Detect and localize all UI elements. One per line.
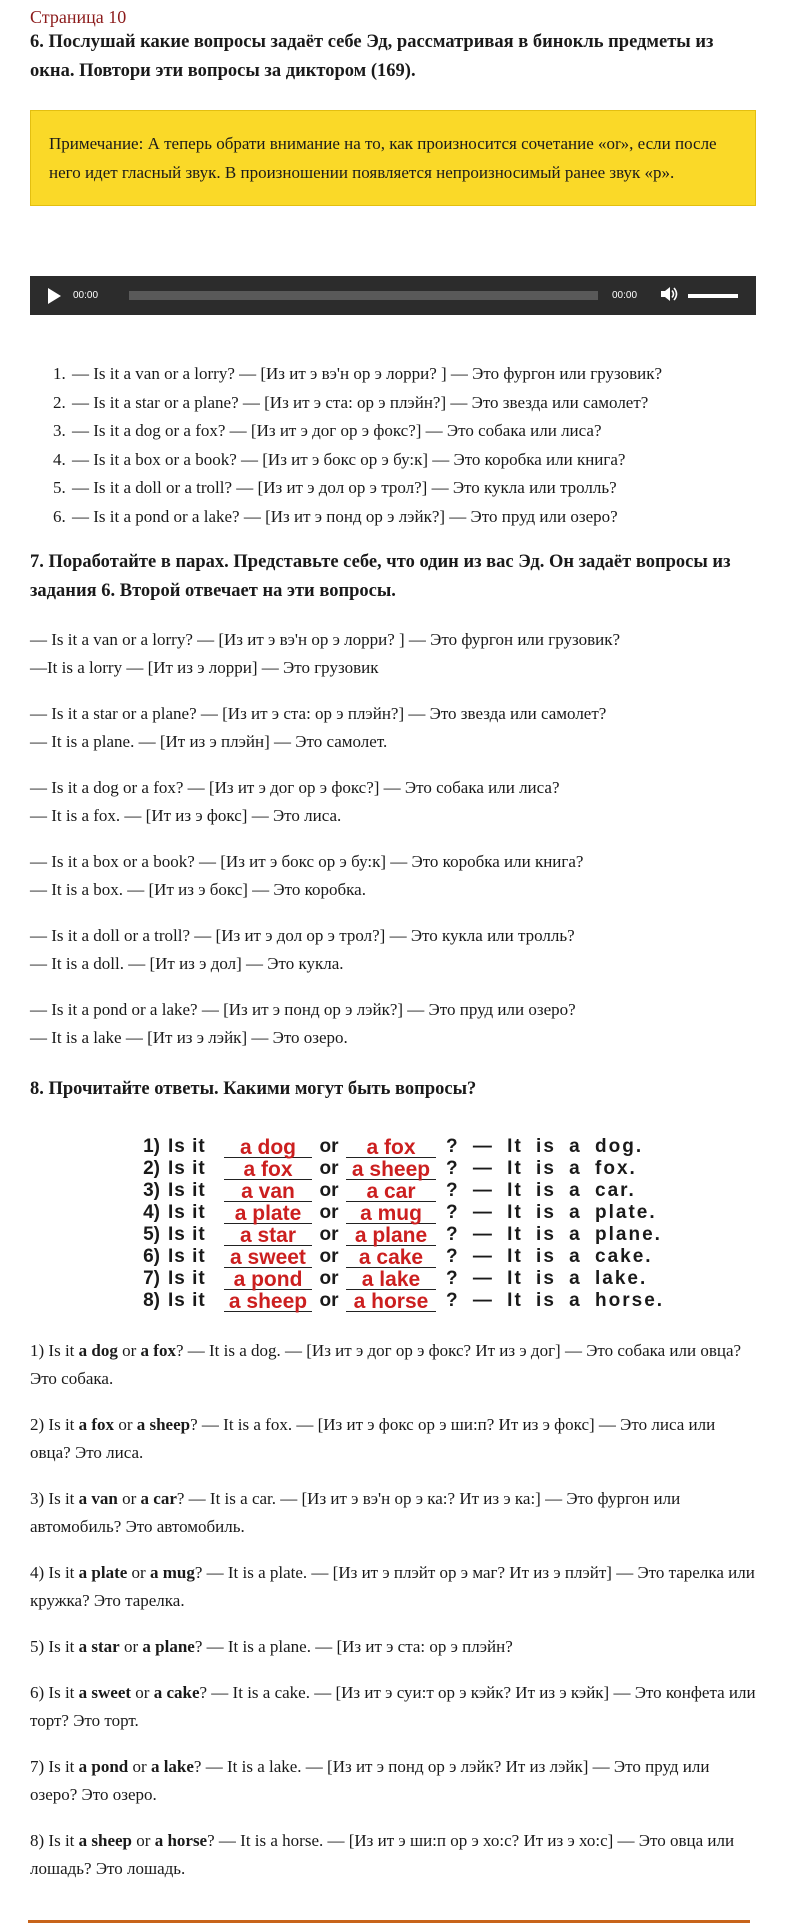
exercise-number: 1): [143, 1136, 160, 1157]
exercise-is-it: Is it: [168, 1268, 206, 1289]
exercise-answer-b: a fox: [346, 1138, 436, 1158]
dialogue-block: [30, 996, 756, 1052]
volume-icon[interactable]: [652, 286, 688, 305]
exercise-row: [130, 1202, 756, 1224]
task7-dialogues: [30, 626, 756, 1052]
exercise-row: [130, 1246, 756, 1268]
answer-or: or: [127, 1563, 150, 1582]
exercise-answer-b: a lake: [346, 1270, 436, 1290]
exercise-answer-a: a pond: [224, 1270, 312, 1290]
exercise-or: or: [319, 1158, 339, 1179]
exercise-or: or: [319, 1290, 339, 1311]
dialogue-question: — Is it a dog or a fox? — [Из ит э дог ор э фокс?] — Это собака или лиса?: [30, 778, 560, 797]
task6-list: [30, 360, 756, 531]
exercise-answer-b: a sheep: [346, 1160, 436, 1180]
exercise-number: 2): [143, 1158, 160, 1179]
exercise-or: or: [319, 1136, 339, 1157]
answer-paragraph: [30, 1559, 756, 1615]
dialogue-block: [30, 774, 756, 830]
exercise-or: or: [319, 1268, 339, 1289]
exercise-answer-a: a plate: [224, 1204, 312, 1224]
exercise-response: ? — It is a dog.: [446, 1136, 644, 1157]
exercise-number: 8): [143, 1290, 160, 1311]
answer-or: or: [117, 1341, 141, 1360]
exercise-row: [130, 1224, 756, 1246]
answer-a: a van: [78, 1489, 118, 1508]
answer-paragraph: [30, 1753, 756, 1809]
answer-a: a plate: [78, 1563, 128, 1582]
answer-b: a car: [140, 1489, 177, 1508]
list-item: 3. — Is it a dog or a fox? — [Из ит э дог ор э фокс?] — Это собака или лиса?: [70, 417, 756, 446]
progress-track[interactable]: [129, 291, 598, 300]
volume-slider[interactable]: [688, 294, 738, 298]
exercise-answer-b: a horse: [346, 1292, 436, 1312]
answer-num: 2) Is it: [30, 1415, 79, 1434]
answer-num: 3) Is it: [30, 1489, 79, 1508]
answer-paragraph: [30, 1485, 756, 1541]
answer-paragraph: [30, 1679, 756, 1735]
page-label: Страница 10: [30, 7, 127, 27]
answer-num: 4) Is it: [30, 1563, 79, 1582]
answer-a: a pond: [78, 1757, 129, 1776]
exercise-number: 4): [143, 1202, 160, 1223]
exercise-row: [130, 1180, 756, 1202]
exercise-is-it: Is it: [168, 1136, 206, 1157]
exercise-answer-b: a car: [346, 1182, 436, 1202]
bottom-divider: [28, 1920, 750, 1923]
answer-rest: ? — It is a fox. — [Из ит э фокс ор э ши:п? Ит из э фокс] — Это лиса или овца? Это лиса.: [30, 1415, 716, 1462]
duration-time: 00:00: [612, 290, 638, 301]
list-item: 4. — Is it a box or a book? — [Из ит э бокс ор э бу:к] — Это коробка или книга?: [70, 446, 756, 475]
exercise-row: [130, 1290, 756, 1312]
exercise-row: [130, 1136, 756, 1158]
exercise-number: 3): [143, 1180, 160, 1201]
exercise-response: ? — It is a cake.: [446, 1246, 653, 1267]
exercise-is-it: Is it: [168, 1180, 206, 1201]
dialogue-answer: — It is a doll. — [Ит из э дол] — Это кукла.: [30, 954, 344, 973]
exercise-response: ? — It is a horse.: [446, 1290, 665, 1311]
exercise-response: ? — It is a fox.: [446, 1158, 637, 1179]
answer-num: 5) Is it: [30, 1637, 79, 1656]
exercise-response: ? — It is a lake.: [446, 1268, 648, 1289]
answer-or: or: [128, 1757, 151, 1776]
dialogue-answer: —It is a lorry — [Ит из э лорри] — Это грузовик: [30, 658, 379, 677]
answer-rest: ? — It is a car. — [Из ит э вэ'н ор э ка:? Ит из э ка:] — Это фургон или автомобиль? Это автомобиль.: [30, 1489, 681, 1536]
dialogue-answer: — It is a box. — [Ит из э бокс] — Это коробка.: [30, 880, 366, 899]
exercise-or: or: [319, 1202, 339, 1223]
exercise-answer-a: a fox: [224, 1160, 312, 1180]
answer-b: a horse: [154, 1831, 208, 1850]
answer-or: or: [117, 1489, 141, 1508]
exercise-number: 7): [143, 1268, 160, 1289]
list-item: 6. — Is it a pond or a lake? — [Из ит э понд ор э лэйк?] — Это пруд или озеро?: [70, 503, 756, 532]
answer-a: a dog: [78, 1341, 118, 1360]
exercise-row: [130, 1268, 756, 1290]
exercise-answer-a: a star: [224, 1226, 312, 1246]
dialogue-question: — Is it a star or a plane? — [Из ит э ста: ор э плэйн?] — Это звезда или самолет?: [30, 704, 607, 723]
answer-a: a sweet: [78, 1683, 132, 1702]
play-icon[interactable]: [48, 288, 61, 304]
list-item: 5. — Is it a doll or a troll? — [Из ит э дол ор э трол?] — Это кукла или тролль?: [70, 474, 756, 503]
dialogue-answer: — It is a lake — [Ит из э лэйк] — Это озеро.: [30, 1028, 348, 1047]
exercise-image: [130, 1136, 756, 1312]
exercise-or: or: [319, 1224, 339, 1245]
exercise-answer-b: a mug: [346, 1204, 436, 1224]
exercise-number: 6): [143, 1246, 160, 1267]
exercise-response: ? — It is a car.: [446, 1180, 636, 1201]
exercise-answer-a: a van: [224, 1182, 312, 1202]
exercise-number: 5): [143, 1224, 160, 1245]
audio-player: [30, 276, 756, 315]
answer-rest: ? — It is a dog. — [Из ит э дог ор э фокс? Ит из э дог] — Это собака или овца? Это собака.: [30, 1341, 742, 1388]
answer-a: a sheep: [78, 1831, 133, 1850]
task8-heading: 8. Прочитайте ответы. Какими могут быть вопросы?: [30, 1079, 477, 1099]
answer-or: or: [131, 1683, 154, 1702]
exercise-is-it: Is it: [168, 1246, 206, 1267]
dialogue-block: [30, 700, 756, 756]
answer-rest: ? — It is a cake. — [Из ит э суи:т ор э кэйк? Ит из э кэйк] — Это конфета или торт? Это торт.: [30, 1683, 756, 1730]
answer-or: or: [119, 1637, 143, 1656]
dialogue-block: [30, 626, 756, 682]
answer-a: a star: [78, 1637, 120, 1656]
answer-rest: ? — It is a horse. — [Из ит э ши:п ор э хо:с? Ит из э хо:с] — Это овца или лошадь? Это лошадь.: [30, 1831, 735, 1878]
answer-num: 6) Is it: [30, 1683, 79, 1702]
exercise-is-it: Is it: [168, 1290, 206, 1311]
exercise-is-it: Is it: [168, 1158, 206, 1179]
dialogue-answer: — It is a fox. — [Ит из э фокс] — Это лиса.: [30, 806, 342, 825]
dialogue-answer: — It is a plane. — [Ит из э плэйн] — Это самолет.: [30, 732, 388, 751]
answer-b: a plane: [142, 1637, 195, 1656]
exercise-is-it: Is it: [168, 1202, 206, 1223]
exercise-or: or: [319, 1180, 339, 1201]
answer-a: a fox: [78, 1415, 115, 1434]
exercise-response: ? — It is a plate.: [446, 1202, 657, 1223]
list-item: 2. — Is it a star or a plane? — [Из ит э ста: ор э плэйн?] — Это звезда или самолет?: [70, 389, 756, 418]
answer-b: a mug: [149, 1563, 195, 1582]
dialogue-question: — Is it a pond or a lake? — [Из ит э понд ор э лэйк?] — Это пруд или озеро?: [30, 1000, 576, 1019]
exercise-answer-b: a plane: [346, 1226, 436, 1246]
dialogue-block: [30, 922, 756, 978]
answer-rest: ? — It is a plane. — [Из ит э ста: ор э плэйн?: [194, 1637, 513, 1656]
exercise-or: or: [319, 1246, 339, 1267]
note-box: Примечание: А теперь обрати внимание на то, как произносится сочетание «or», если после него идет гласный звук. В произношении появляется непроизносимый ранее звук «р».: [30, 110, 756, 206]
dialogue-block: [30, 848, 756, 904]
list-item: 1. — Is it a van or a lorry? — [Из ит э вэ'н ор э лорри? ] — Это фургон или грузовик?: [70, 360, 756, 389]
answer-b: a cake: [153, 1683, 200, 1702]
answer-num: 1) Is it: [30, 1341, 79, 1360]
answer-num: 7) Is it: [30, 1757, 79, 1776]
answer-rest: ? — It is a plate. — [Из ит э плэйт ор э маг? Ит из э плэйт] — Это тарелка или кружка? Это тарелка.: [30, 1563, 755, 1610]
answer-b: a fox: [140, 1341, 176, 1360]
dialogue-question: — Is it a box or a book? — [Из ит э бокс ор э бу:к] — Это коробка или книга?: [30, 852, 584, 871]
current-time: 00:00: [73, 290, 99, 301]
exercise-is-it: Is it: [168, 1224, 206, 1245]
answer-or: or: [114, 1415, 137, 1434]
answer-paragraph: [30, 1633, 756, 1661]
exercise-row: [130, 1158, 756, 1180]
dialogue-question: — Is it a van or a lorry? — [Из ит э вэ'н ор э лорри? ] — Это фургон или грузовик?: [30, 630, 621, 649]
answer-or: or: [132, 1831, 155, 1850]
answer-b: a lake: [150, 1757, 194, 1776]
task7-heading: 7. Поработайте в парах. Представьте себе, что один из вас Эд. Он задаёт вопросы из задания 6. Второй отвечает на эти вопросы.: [30, 552, 731, 601]
exercise-answer-a: a sheep: [224, 1292, 312, 1312]
exercise-answer-b: a cake: [346, 1248, 436, 1268]
task8-answers: [30, 1337, 756, 1883]
answer-paragraph: [30, 1411, 756, 1467]
exercise-answer-a: a sweet: [224, 1248, 312, 1268]
answer-b: a sheep: [136, 1415, 191, 1434]
dialogue-question: — Is it a doll or a troll? — [Из ит э дол ор э трол?] — Это кукла или тролль?: [30, 926, 575, 945]
task6-heading: 6. Послушай какие вопросы задаёт себе Эд, рассматривая в бинокль предметы из окна. Повтори эти вопросы за диктором (169).: [30, 32, 714, 81]
exercise-response: ? — It is a plane.: [446, 1224, 662, 1245]
answer-paragraph: [30, 1337, 756, 1393]
answer-rest: ? — It is a lake. — [Из ит э понд ор э лэйк? Ит из лэйк] — Это пруд или озеро? Это озеро.: [30, 1757, 710, 1804]
answer-num: 8) Is it: [30, 1831, 79, 1850]
exercise-answer-a: a dog: [224, 1138, 312, 1158]
answer-paragraph: [30, 1827, 756, 1883]
